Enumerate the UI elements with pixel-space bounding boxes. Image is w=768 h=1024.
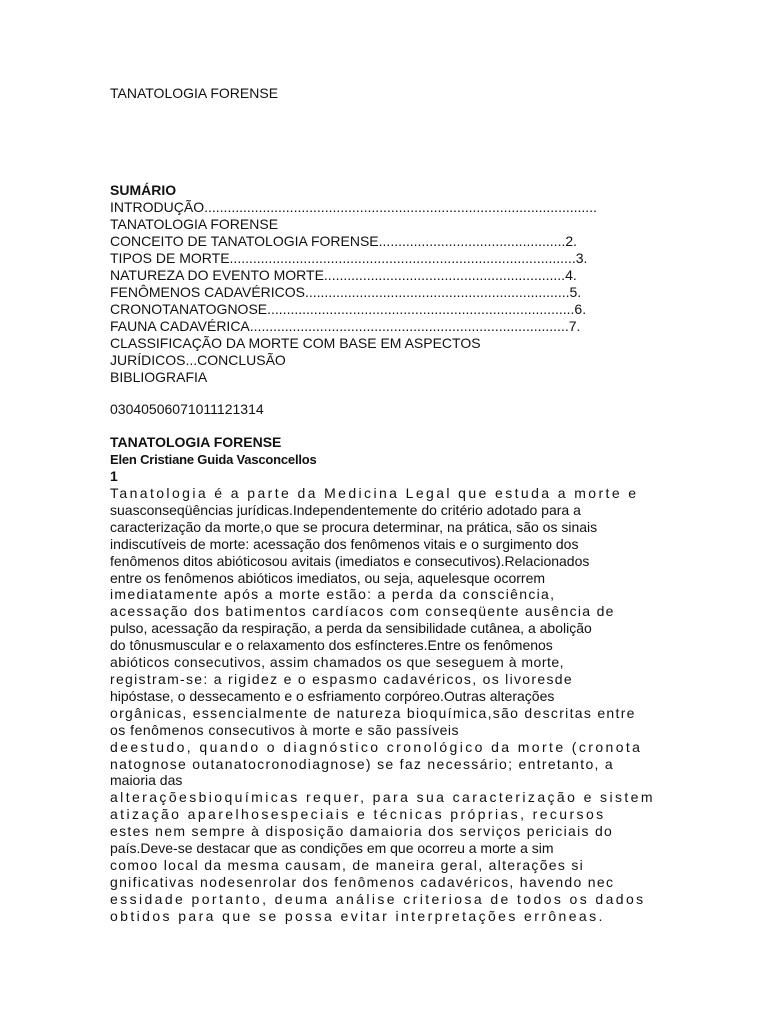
body-line: maioria das <box>110 772 183 789</box>
toc-entry-natureza: NATUREZA DO EVENTO MORTE..............................................................4. <box>110 267 577 283</box>
body-line: Tanatologia é a parte da Medicina Legal que estuda a morte e <box>110 485 639 501</box>
document-title: TANATOLOGIA FORENSE <box>110 85 279 101</box>
body-line: suasconseqüências jurídicas.Independentemente do critério adotado para a <box>110 501 581 518</box>
body-line: natognose outanatocronodiagnose) se faz necessário; entretanto, a <box>110 755 615 772</box>
toc-heading: SUMÁRIO <box>110 182 177 198</box>
body-line: abióticos consecutivos, assim chamados os que seseguem à morte, <box>110 654 565 671</box>
toc-entry-classificacao: CLASSIFICAÇÃO DA MORTE COM BASE EM ASPECTOS <box>110 335 481 351</box>
body-line: acessação dos batimentos cardíacos com conseqüente ausência de <box>110 603 615 620</box>
toc-entry-conceito: CONCEITO DE TANATOLOGIA FORENSE................................................2. <box>110 233 578 249</box>
article <box>110 434 660 925</box>
toc-entry-fenomenos: FENÔMENOS CADAVÉRICOS....................................................................5. <box>110 284 582 300</box>
body-line: obtidos para que se possa evitar interpretações errôneas. <box>110 907 605 924</box>
body-line: essidade portanto, deuma análise criteriosa de todos os dados <box>110 890 646 907</box>
toc-entry-cronotanatognose: CRONOTANATOGNOSE...............................................................................6. <box>110 301 587 317</box>
body-line: caracterização da morte,o que se procura determinar, na prática, são os sinais <box>110 518 598 535</box>
body-line: imediatamente após a morte estão: a perda da consciência, <box>110 586 556 603</box>
body-line: comoo local da mesma causam, de maneira geral, alterações si <box>110 856 585 873</box>
page-numbers-text: 03040506071011121314 <box>110 401 264 417</box>
article-author: Elen Cristiane Guida Vasconcellos <box>110 452 317 467</box>
toc-entry-tipos: TIPOS DE MORTE.........................................................................................3. <box>110 250 588 266</box>
body-line: atização aparelhosespeciais e técnicas próprias, recursos <box>110 806 606 823</box>
toc-entry-fauna: FAUNA CADAVÉRICA..................................................................................7. <box>110 318 581 334</box>
body-line: deestudo, quando o diagnóstico cronológico da morte (cronota <box>110 738 643 755</box>
body-line: do tônusmuscular e o relaxamento dos esfíncteres.Entre os fenômenos <box>110 637 553 654</box>
table-of-contents <box>110 182 660 386</box>
toc-entry-introducao: INTRODUÇÃO..................................................................................................... <box>110 199 597 215</box>
body-line: país.Deve-se destacar que as condições em que ocorreu a morte a sim <box>110 840 554 857</box>
body-line: orgânicas, essencialmente de natureza bioquímica,são descritas entre <box>110 704 636 721</box>
body-line: os fenômenos consecutivos à morte e são passíveis <box>110 721 460 738</box>
body-line: pulso, acessação da respiração, a perda da sensibilidade cutânea, a abolição <box>110 620 592 637</box>
body-line: entre os fenômenos abióticos imediatos, ou seja, aquelesque ocorrem <box>110 569 546 586</box>
article-section-number: 1 <box>110 468 118 484</box>
toc-entry-bibliografia: BIBLIOGRAFIA <box>110 369 208 385</box>
body-line: alteraçõesbioquímicas requer, para sua caracterização e sistem <box>110 789 655 806</box>
article-body <box>110 485 660 925</box>
body-line: gnificativas nodesenrolar dos fenômenos cadavéricos, havendo nec <box>110 873 615 890</box>
body-line: hipóstase, o dessecamento e o esfriamento corpóreo.Outras alterações <box>110 687 555 704</box>
body-line: registram-se: a rigidez e o espasmo cadavéricos, os livoresde <box>110 670 573 687</box>
body-line: fenômenos ditos abióticosou avitais (imediatos e consecutivos).Relacionados <box>110 552 590 569</box>
toc-entry-tanatologia: TANATOLOGIA FORENSE <box>110 216 279 232</box>
body-line: estes nem sempre à disposição damaioria dos serviços periciais do <box>110 823 614 840</box>
article-title: TANATOLOGIA FORENSE <box>110 434 282 450</box>
toc-entry-juridicos: JURÍDICOS...CONCLUSÃO <box>110 352 286 368</box>
body-line: indiscutíveis de morte: acessação dos fenômenos vitais e o surgimento dos <box>110 535 579 552</box>
